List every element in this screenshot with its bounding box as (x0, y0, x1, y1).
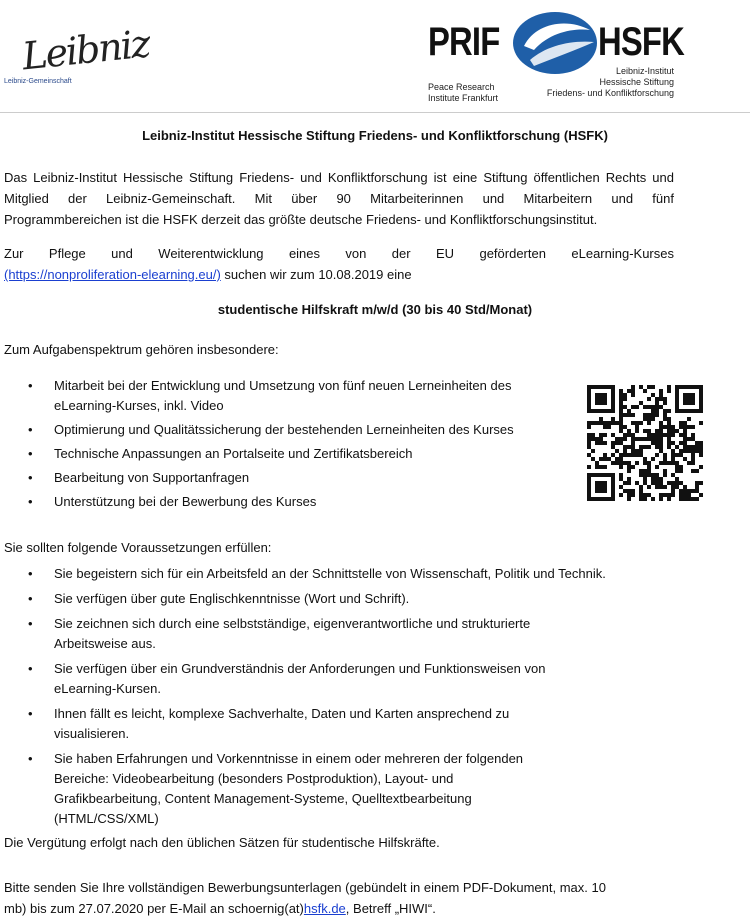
list-item-line: Arbeitsweise aus. (54, 636, 156, 651)
list-item-line: Sie haben Erfahrungen und Vorkenntnisse in einem oder mehreren der folgenden (54, 751, 524, 766)
leibniz-logo-subtitle: Leibniz-Gemeinschaft (4, 78, 72, 85)
list-item-line: visualisieren. (54, 726, 130, 741)
pay-note: Die Vergütung erfolgt nach den üblichen Sätzen für studentische Hilfskräfte. (4, 835, 440, 850)
intro-line: Programmbereichen ist die HSFK derzeit das größte deutsche Friedens- und Konfliktforschungsinstitut. (4, 212, 598, 227)
bullet-icon: • (28, 616, 33, 631)
list-item (4, 420, 584, 440)
bullet-icon: • (28, 446, 33, 461)
list-item-line: Mitarbeit bei der Entwicklung und Umsetzung von fünf neuen Lerneinheiten des (54, 378, 512, 393)
list-item-line: eLearning-Kurses, inkl. Video (54, 398, 224, 413)
position-title: studentische Hilfskraft m/w/d (30 bis 40 Std/Monat) (217, 302, 533, 317)
list-item (4, 614, 684, 654)
bullet-icon: • (28, 706, 33, 721)
list-item-line: Bereiche: Videobearbeitung (besonders Postproduktion), Layout- und (54, 771, 454, 786)
list-item-line: Sie verfügen über gute Englischkenntnisse (Wort und Schrift). (54, 591, 410, 606)
apply-paragraph (4, 877, 674, 919)
hsfk-subtitle-line: Friedens- und Konfliktforschung (546, 88, 674, 98)
elearning-link[interactable]: (https://nonproliferation-elearning.eu/) (4, 267, 221, 282)
list-item (4, 659, 684, 699)
offer-paragraph (4, 243, 674, 285)
list-item-line: Sie verfügen über ein Grundverständnis der Anforderungen und Funktionsweisen von (54, 661, 546, 676)
leibniz-logo (4, 21, 151, 96)
list-item-line: (HTML/CSS/XML) (54, 811, 159, 826)
list-item-line: eLearning-Kursen. (54, 681, 161, 696)
prif-wordmark: PRIF (428, 20, 500, 64)
list-item (4, 564, 684, 584)
hsfk-subtitle-line: Leibniz-Institut (615, 66, 674, 76)
hsfk-wordmark: HSFK (598, 20, 685, 64)
hsfk-subtitle-line: Hessische Stiftung (599, 77, 674, 87)
leibniz-logo-script: Leibniz (20, 21, 151, 79)
apply-line: Bitte senden Sie Ihre vollständigen Bewerbungsunterlagen (gebündelt in einem PDF-Dokument, max. 10 (4, 880, 606, 895)
list-item-line: Bearbeitung von Supportanfragen (54, 470, 250, 485)
bullet-icon: • (28, 566, 33, 581)
bullet-icon: • (28, 591, 33, 606)
list-item-line: Technische Anpassungen an Portalseite und Zertifikatsbereich (54, 446, 413, 461)
bullet-icon: • (28, 494, 33, 509)
bullet-icon: • (28, 470, 33, 485)
qr-code[interactable] (587, 385, 703, 501)
prif-subtitle (428, 82, 498, 104)
bullet-icon: • (28, 751, 33, 766)
apply-line-text: , Betreff „HIWI“. (345, 901, 436, 916)
list-item (4, 468, 584, 488)
intro-line: Das Leibniz-Institut Hessische Stiftung Friedens- und Konfliktforschung ist eine Stiftung öffentlichen Rechts und (4, 170, 674, 185)
offer-line: Zur Pflege und Weiterentwicklung eines von der EU geförderten eLearning-Kurses (4, 246, 674, 261)
prif-subtitle-line: Peace Research (428, 82, 495, 92)
tasks-heading: Zum Aufgabenspektrum gehören insbesondere: (4, 342, 279, 357)
list-item (4, 376, 584, 416)
tasks-list (4, 376, 584, 516)
list-item-line: Ihnen fällt es leicht, komplexe Sachverhalte, Daten und Karten ansprechend zu (54, 706, 510, 721)
list-item-line: Grafikbearbeitung, Content Management-Systeme, Quelltextbearbeitung (54, 791, 472, 806)
apply-line-text: mb) bis zum 27.07.2020 per E-Mail an schoernig(at) (4, 901, 304, 916)
apply-line (4, 898, 674, 919)
requirements-heading: Sie sollten folgende Voraussetzungen erfüllen: (4, 540, 272, 555)
header-divider (0, 112, 750, 113)
list-item-line: Unterstützung bei der Bewerbung des Kurses (54, 494, 317, 509)
list-item (4, 749, 684, 829)
hsfk-link[interactable]: hsfk.de (303, 901, 346, 916)
list-item (4, 444, 584, 464)
intro-line: Mitglied der Leibniz-Gemeinschaft. Mit über 90 Mitarbeiterinnen und Mitarbeitern und fünf (4, 191, 674, 206)
requirements-list (4, 564, 684, 834)
offer-line (4, 264, 674, 285)
bullet-icon: • (28, 378, 33, 393)
prif-hsfk-logo (428, 8, 685, 108)
list-item-line: Sie begeistern sich für ein Arbeitsfeld an der Schnittstelle von Wissenschaft, Politik und Technik. (54, 566, 606, 581)
bullet-icon: • (28, 661, 33, 676)
list-item-line: Sie zeichnen sich durch eine selbstständige, eigenverantwortliche und strukturierte (54, 616, 531, 631)
intro-paragraph (4, 167, 674, 230)
prif-subtitle-line: Institute Frankfurt (428, 93, 499, 103)
hsfk-subtitle (547, 66, 674, 99)
list-item (4, 492, 584, 512)
list-item (4, 589, 684, 609)
document-title: Leibniz-Institut Hessische Stiftung Friedens- und Konfliktforschung (HSFK) (142, 128, 608, 143)
list-item-line: Optimierung und Qualitätssicherung der bestehenden Lerneinheiten des Kurses (54, 422, 514, 437)
list-item (4, 704, 684, 744)
bullet-icon: • (28, 422, 33, 437)
offer-line-rest: suchen wir zum 10.08.2019 eine (220, 267, 412, 282)
